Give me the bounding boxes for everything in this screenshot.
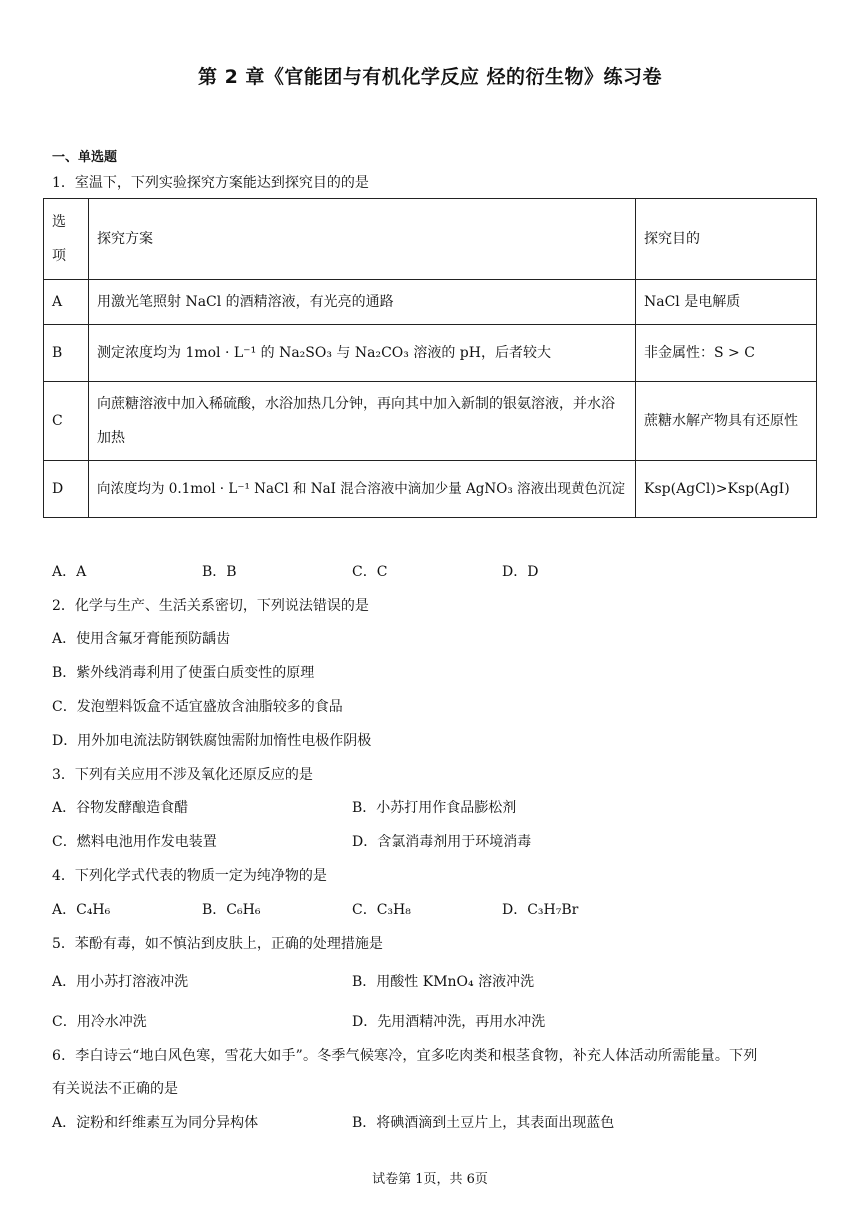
q1-option-d[interactable]: D．D <box>502 564 539 580</box>
section-heading: 一、单选题 <box>52 150 118 165</box>
question-6-stem-line-1: 6．李白诗云“地白风色寒，雪花大如手”。冬季气候寒冷，宜多吃肉类和根茎食物，补充人体活动所需能量。下列 <box>52 1048 758 1064</box>
row-goal: 非金属性：S > C <box>636 325 817 382</box>
q3-option-a[interactable]: A．谷物发酵酿造食醋 <box>52 800 189 816</box>
q4-option-b[interactable]: B．C₆H₆ <box>202 902 261 918</box>
question-6-stem-line-2: 有关说法不正确的是 <box>52 1081 178 1097</box>
table-row <box>44 382 817 461</box>
q6-option-b[interactable]: B．将碘酒滴到土豆片上，其表面出现蓝色 <box>352 1115 615 1131</box>
page-footer: 试卷第 1页，共 6页 <box>372 1172 488 1187</box>
q3-option-b[interactable]: B．小苏打用作食品膨松剂 <box>352 800 517 816</box>
q1-option-b[interactable]: B．B <box>202 564 237 580</box>
table-row <box>44 461 817 518</box>
q1-option-c[interactable]: C．C <box>352 564 388 580</box>
q3-option-c[interactable]: C．燃料电池用作发电装置 <box>52 834 217 850</box>
q2-option-b[interactable]: B．紫外线消毒利用了使蛋白质变性的原理 <box>52 665 315 681</box>
question-4-stem: 4．下列化学式代表的物质一定为纯净物的是 <box>52 868 327 884</box>
row-plan: 向蔗糖溶液中加入稀硫酸，水浴加热几分钟，再向其中加入新制的银氨溶液，并水浴加热 <box>89 382 636 461</box>
row-goal: Ksp(AgCl)>Ksp(AgI) <box>636 461 817 518</box>
row-option: B <box>44 325 89 382</box>
page-title: 第 2 章《官能团与有机化学反应 烃的衍生物》练习卷 <box>197 66 663 88</box>
table-row <box>44 280 817 325</box>
row-option: C <box>44 382 89 461</box>
q4-option-c[interactable]: C．C₃H₈ <box>352 902 411 918</box>
question-1-stem: 1．室温下，下列实验探究方案能达到探究目的的是 <box>52 175 369 191</box>
row-plan: 测定浓度均为 1mol · L⁻¹ 的 Na₂SO₃ 与 Na₂CO₃ 溶液的 pH，后者较大 <box>89 325 636 382</box>
table-row <box>44 325 817 382</box>
q4-option-a[interactable]: A．C₄H₆ <box>52 902 111 918</box>
q2-option-d[interactable]: D．用外加电流法防钢铁腐蚀需附加惰性电极作阴极 <box>52 733 372 749</box>
question-3-stem: 3．下列有关应用不涉及氧化还原反应的是 <box>52 767 313 783</box>
q5-option-b[interactable]: B．用酸性 KMnO₄ 溶液冲洗 <box>352 974 535 990</box>
q2-option-a[interactable]: A．使用含氟牙膏能预防龋齿 <box>52 631 231 647</box>
question-1-table <box>43 198 817 518</box>
header-goal: 探究目的 <box>636 199 817 280</box>
row-plan: 向浓度均为 0.1mol · L⁻¹ NaCl 和 NaI 混合溶液中滴加少量 AgNO₃ 溶液出现黄色沉淀 <box>89 461 636 518</box>
row-option: D <box>44 461 89 518</box>
q5-option-d[interactable]: D．先用酒精冲洗，再用水冲洗 <box>352 1014 546 1030</box>
row-goal: 蔗糖水解产物具有还原性 <box>636 382 817 461</box>
row-option: A <box>44 280 89 325</box>
q5-option-a[interactable]: A．用小苏打溶液冲洗 <box>52 974 189 990</box>
row-plan: 用激光笔照射 NaCl 的酒精溶液，有光亮的通路 <box>89 280 636 325</box>
question-2-stem: 2．化学与生产、生活关系密切，下列说法错误的是 <box>52 598 369 614</box>
q5-option-c[interactable]: C．用冷水冲洗 <box>52 1014 147 1030</box>
question-5-stem: 5．苯酚有毒，如不慎沾到皮肤上，正确的处理措施是 <box>52 936 383 952</box>
q4-option-d[interactable]: D．C₃H₇Br <box>502 902 579 918</box>
q1-option-a[interactable]: A．A <box>52 564 87 580</box>
row-goal: NaCl 是电解质 <box>636 280 817 325</box>
header-option: 选项 <box>44 199 89 280</box>
q2-option-c[interactable]: C．发泡塑料饭盒不适宜盛放含油脂较多的食品 <box>52 699 343 715</box>
q6-option-a[interactable]: A．淀粉和纤维素互为同分异构体 <box>52 1115 259 1131</box>
table-header-row <box>44 199 817 280</box>
header-plan: 探究方案 <box>89 199 636 280</box>
q3-option-d[interactable]: D．含氯消毒剂用于环境消毒 <box>352 834 532 850</box>
